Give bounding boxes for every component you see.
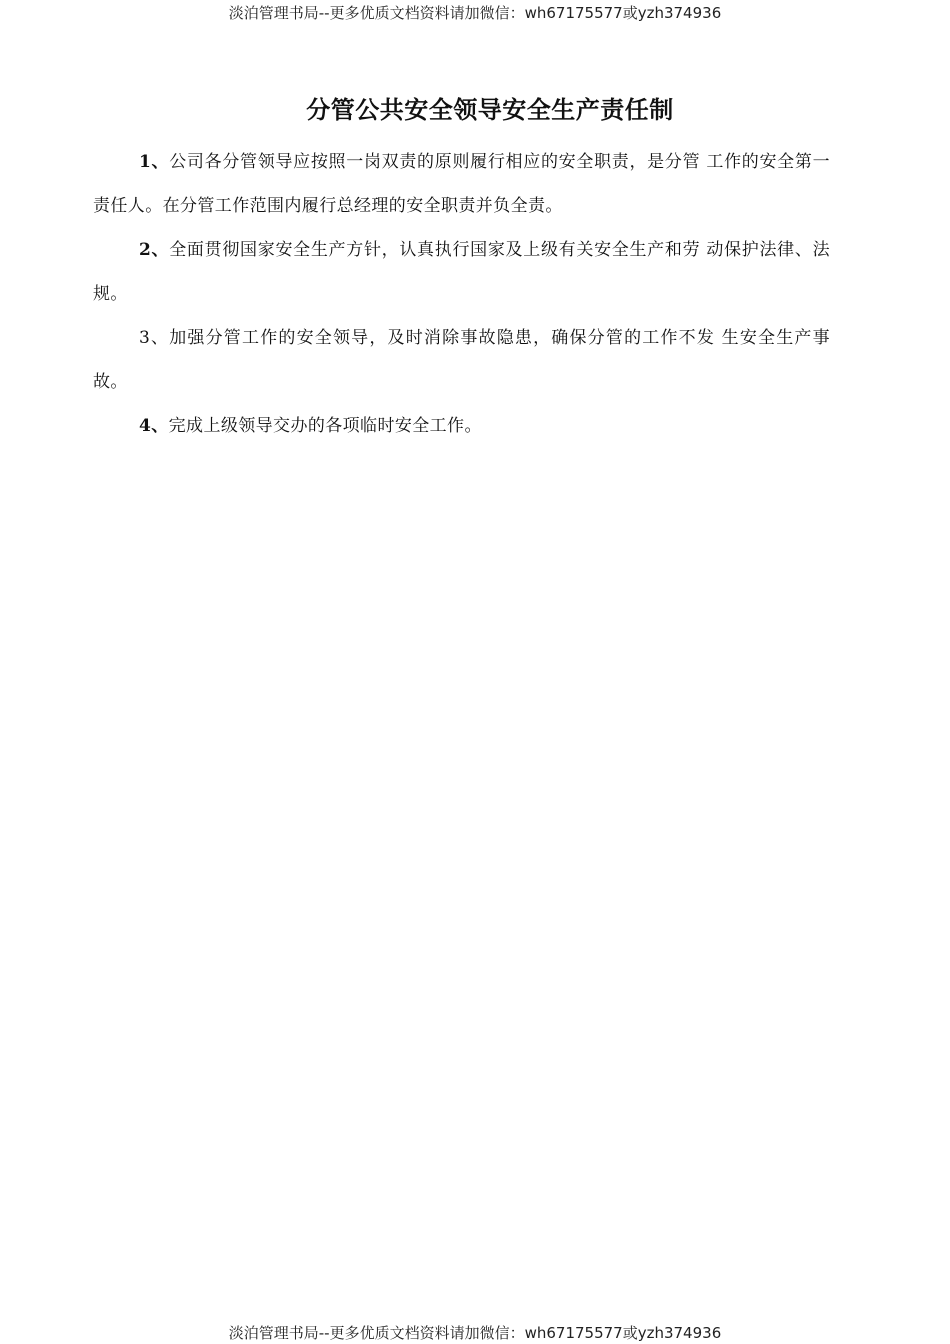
clause-number: 4、 [139, 416, 169, 436]
clause-text: 完成上级领导交办的各项临时安全工作。 [168, 416, 482, 436]
clause-text: 全面贯彻国家安全生产方针，认真执行国家及上级有关安全生产和劳 动保护法律、法规。 [93, 240, 830, 304]
document-body [93, 140, 830, 448]
page-footer-watermark: 淡泊管理书局--更多优质文档资料请加微信：wh67175577或yzh374936 [228, 1324, 722, 1342]
clause-number: 3、 [139, 328, 170, 348]
clause-3 [93, 316, 830, 404]
page-title: 分管公共安全领导安全生产责任制 [306, 96, 674, 124]
clause-text: 加强分管工作的安全领导，及时消除事故隐患，确保分管的工作不发 生安全生产事故。 [93, 328, 831, 392]
clause-1 [93, 140, 830, 228]
clause-4 [93, 404, 830, 448]
page-header-watermark: 淡泊管理书局--更多优质文档资料请加微信：wh67175577或yzh374936 [228, 4, 722, 22]
clause-number: 1、 [139, 152, 170, 172]
clause-text: 公司各分管领导应按照一岗双责的原则履行相应的安全职责，是分管 工作的安全第一责任人。在分管工作范围内履行总经理的安全职责并负全责。 [93, 152, 830, 216]
clause-2 [93, 228, 830, 316]
clause-number: 2、 [139, 240, 170, 260]
